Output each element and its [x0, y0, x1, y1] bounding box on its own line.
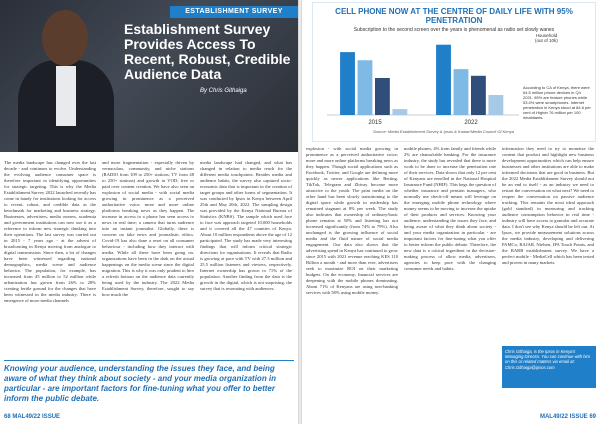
chart-source: Source: Media Establishment Survey & Ipsos & Kantar/Media Council Of Kenya [373, 129, 514, 134]
chart-x-tick-label: 2015 [368, 120, 382, 126]
chart-title: CELL PHONE NOW AT THE CENTRE OF DAILY LIFE WITH 95% PENETRATION [335, 7, 573, 25]
legend-title: Household [535, 33, 558, 38]
chart-bar-2015-s0 [340, 52, 355, 115]
chart-subtitle: Subscription to the second screen over the years is phenomenal as radio set slowly wanes [353, 27, 555, 33]
chart-bar-2022-s2 [471, 76, 486, 115]
right-col-2: mobile phones, 4% from family and friends while 2% are chama/table banking. For the insurance industry, the study has revealed that there is more work to be done to increase the penetration rate of their services. Data shows that only 12 per cent of Kenyans are enrolled in the National Hospital Insurance Fund (NHIF). This begs the question of whether insurance and pension managers, who normally use check-off means will leverage on the emerging mobile phone technology where money seems to be moving to increase the uptake of their products and services. Knowing your audience, understanding the issues they face, and being aware of what they think about society - and your media organization in particular - are important factors for fine-tuning what you offer to better inform the public debate. Therefore, the new data is a critical ingredient in the decision-making process of allow media, advertisers, agencies to keep pace with the changing consumer needs and habits. [404, 146, 496, 271]
right-folio: MAL49/22 ISSUE 69 [539, 414, 596, 420]
left-page [0, 0, 298, 424]
article-headline: Establishment Survey Provides Access To Recent, Robust, Credible Audience Data [124, 21, 291, 82]
chart-legend-box [535, 33, 558, 43]
right-col-1: explosion - with social media growing in prominence as a perceived authoritative voice; more and more online platforms breaking news as they happen. Though social applications such as Facebook, Twitter, and Google are defining more quickly as newer applications like Betting, TikTok, Telegram and Zhivay become more attractive to the youth. The print media on the other hand has been slowly transitioning to the digital space while growth in readership has remained stagnant at 8% per week. The study also indicates that ownership of ordinary/basic phone remains at 50% and listening has not increased significantly (from 74% to 79%). Also unchanged is the growing influence of social media and the fluid nature of social media engagement. Our data also shows that the advertising spend in Kenya has continued to grow since 2015 with 2021 revenue reaching KES 110 Billion a month - and more than ever, advertisers seek to maximize ROI on their marketing budgets. On the economy, financial services are deepening with the mobile phones dominating. About 71% of Kenyans are using non-banking services with 58% using mobile money. [306, 146, 398, 295]
chart-x-tick-label: 2022 [464, 120, 478, 126]
person-head [42, 10, 88, 66]
right-page [302, 0, 600, 424]
chart-bar-2015-s3 [392, 109, 407, 115]
pull-quote-rule [4, 360, 294, 361]
chart-panel [312, 2, 596, 142]
chart-note: According to CA of Kenya, there were 64.5 million phone devices in Q4 2021. 95% are feature phones while 53.4% were smartphones. Internet penetration in Kenya stood at 84.6 per cent of Higher 76 million per 100 inhabitants. [523, 85, 591, 120]
left-col-1: The media landscape has changed over the last decade - and continues to evolve. Understanding the evolving audience consumer space is therefore important in identifying opportunities for strategic targeting. This is why the Media Establishment Survey 2022 launched recently has come in handy for institutions looking for access to recent, robust, and credible data as the benchmark for marketing and business strategy. Businesses, advertisers, media owners, academia and government institutions can now use it as a reference to inform new strategic thinking into their operations. The last survey was carried out in 2015 - 7 years ago - at the advent of broadcasting in Kenya moving from analogue to digital transmission. Since then, a lot of changes have been witnessed regarding national demographics, media scene and audience behavior. The population, for example, has increased from 45 million to 52 million while urbanization has grown from 26% to 28% creating fertile ground for the changes that have been witnessed in the media industry. There is emergence of more media channels [4, 160, 96, 303]
chart-bar-2022-s3 [488, 95, 503, 115]
chart-bar-2015-s1 [358, 60, 373, 115]
left-col-2: and more fragmentation - especially driven by vernaculars, community, and niche stations (RADIO from 109 to 250+ stations; TV from 48 to 250+ stations) and growth in VOD; free or paid over content creation. We have also seen an explosion of social media - with social media growing in prominence as a perceived authoritative voice; more and more online platforms breaking news as they happen. The increase in access to a phone has seen access to news in real time; a camera that turns audience into an instant journalist. Globally, there is concern on fake news and journalistic ethics. Covid-19 has also done a reset on all consumer behaviour - including how they interact with media. While all these have been going on, organizations have been in the dark on the actual happenings on the media scene since the digital migration. This is why it was only prudent to hire a refresh bottom on the audience data currently being used by the industry. The 2022 Media Establishment Survey, therefore, sought to say how much the [102, 160, 194, 297]
chart-svg [319, 37, 519, 127]
byline: By Chris Githaiga [200, 88, 247, 94]
chart-bar-2015-s2 [375, 78, 390, 115]
person-shirt [56, 66, 76, 126]
left-col-3: media landscape had changed, and what has changed in relation to media reach for the different media touchpoints. Besides media and audience habits, the survey also captured socio-economic data that is important in the creation of target groups and other forms of segmentation. It was conducted by Ipsos in Kenya between April 25th and May 20th, 2022. The sampling design was provided by the Kenya National Bureau of Statistics (KNBS). The sample which used face to face was approach targeted 10,000 households and it covered all the 47 counties of Kenya. About 10 million respondents above the age of 12 participated. The study has made very interesting findings that will inform critical strategic directions for organisations. It reveals that Radio is growing at pace with TV with 27.3 million and 25.5 million listeners and viewers, respectively. Internet ownership has grown to 71% of the population. Another finding from the data is the growth in the digital, which is not surprising, the survey that is resonating with audiences. [200, 160, 292, 291]
chart-bar-2022-s0 [436, 45, 451, 115]
author-note: Chris Githaiga, is the Ipsos in Kenya's Managing Director. You can continue with him on this or related matters via email at: Chris.Githaiga@ipsos.com [502, 346, 596, 388]
chart-bar-2022-s1 [454, 69, 469, 115]
legend-unit: (out of 10k) [535, 38, 558, 43]
left-folio: 68 MAL49/22 ISSUE [4, 414, 61, 420]
pull-quote: Knowing your audience, understanding the issues they face, and being aware of what they think about society - and your media organization in particular - are important factors for fine-tuning what you offer to better inform the public debate. [4, 364, 277, 403]
right-col-3: information they need to try to monetize the content that product and highlight new business development opportunities which can help ensure businesses and other institutions are able to make informed decisions that are good in business. But the 2022 Media Establishment Survey should not be an end to itself - as an industry we need to restart the conversation on what next? We need to reopen the conversation on passive audience tracking. This remains the most ideal approach (gold standard) in measuring and tracking audience consumption behavior in real time - industry will have access to granular and accurate data. I don't see why Kenya should be left out. At Ipsos, we provide measurement solutions across the media industry, developing and delivering PAMCo, RAJAR, Nielsen, IPA Touch Points, and the BARB establishment survey. We have a perfect mobile - MediaCell which has been tested and proven in many markets. [502, 146, 594, 265]
section-tag: ESTABLISHMENT SURVEY [170, 6, 298, 18]
